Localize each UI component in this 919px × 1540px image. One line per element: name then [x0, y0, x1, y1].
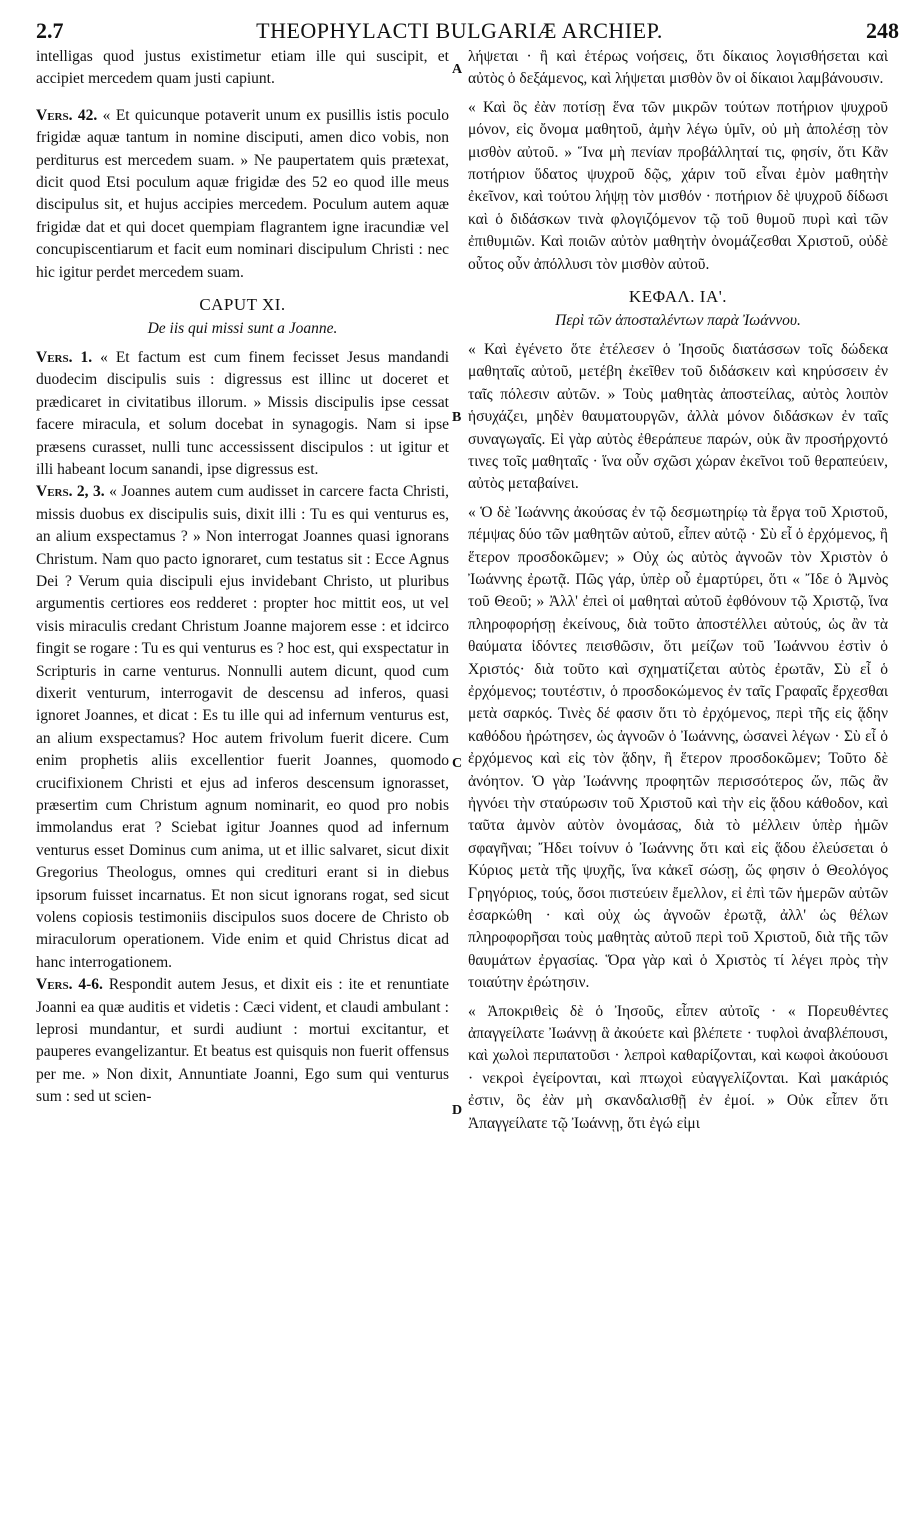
latin-verse-4-6 — [36, 974, 449, 1108]
margin-marker-b: B — [452, 410, 462, 425]
left-page-number: 2.7 — [36, 18, 64, 43]
verse-label: Vers. 42. — [36, 106, 98, 124]
latin-verse-2-3 — [36, 481, 449, 974]
chapter-heading: CAPUT XI. — [199, 295, 286, 315]
latin-paragraph: intelligas quod justus existimetur etiam ille qui suscipit, et accipiet mercedem quam justi capiunt. — [36, 48, 449, 88]
chapter-subtitle: De iis qui missi sunt a Joanne. — [147, 320, 338, 338]
verse-text: « Et factum est cum finem fecisset Jesus mandandi duodecim discipulis suis : digressus est illinc ut doceret et prædicaret in civitatibus illorum. » Missis discipulis ipse cessat facere miracula, et solum docebat in synagogis. Nam si ipse præsens curasset, nulli tunc accessissent discipulos : ut igitur et illi habeant locum sanandi, ipse digressus est. — [36, 348, 449, 478]
greek-paragraph: λήψεται · ἢ καὶ ἑτέρως νοήσεις, ὅτι δίκαιος λογισθήσεται καὶ αὐτὸς ὁ δεξάμενος, καὶ λήψεται μισθὸν ὃν οἱ δίκαιοι λαμβάνουσιν. — [468, 48, 888, 88]
verse-text: « Et quicunque potaverit unum ex pusillis istis poculo frigidæ aquæ tantum in nomine disciputi, amen dico vobis, non perditurus est mercedem suam. » Ne paupertatem quis prætexat, dicit quod Etsi poculum aquæ frigidæ des 52 eo quod ille meus discipulus sit, et hujus accipies mercedem. Poculum autem aquæ frigidæ dat et qui docet quempiam flagrantem igne iracundiæ vel concupiscentiarum et facit eum nominari discipulum Christi : nec hic igitur perdet mercedem suam. — [36, 106, 450, 281]
verse-label: Vers. 2, 3. — [36, 483, 105, 501]
verse-text: « Joannes autem cum audisset in carcere facta Christi, missis duobus ex discipulis suis, dixit illi : Tu es qui venturus es, an alium exspectamus ? » Non interrogat Joannes quasi ignorans Christum. Nam quo pacto ignoraret, cum testatus sit : Ecce Agnus Dei ? Verum quia discipuli ejus invidebant Christo, ut pluribus argumentis certiores eos redderet : propter hoc mittit eos, ut vel visis miraculis credant Christum Joanne majorem esse : et idcirco fingit se rogare : Tu es qui venturus es ? hoc est, qui exspectatur in Scripturis in carne venturus. Nonnulli autem dicunt, quod cum dixerit venturum, interrogavit de descensu ad inferos, quasi ignoret Joannes, et dicat : Es tu ille qui ad infernum venturus est, an alium exspectamus? Hoc autem frivolum fuerit dicere. Cum enim prophetis aliis excellentior fuerit Joannes, quomodo crucifixionem Christi et ejus ad inferos descensum ignorasset, præsertim cum Christum agnum nominarit, eo quod pro nobis immolandus erat ? Sciebat igitur Joannes quod ad infernum venturus esset Dominus cum anima, ut et illic salvaret, sicut dixit Gregorius Theologus, omnes qui credituri erant si in diebus ipsorum fuisset incarnatus. Et non sicut ignorans rogat, sed sicut volens copiosis testimoniis discipulos suos docere de Christo ob miraculorum operationem. Vide enim et quid Christus dicat ad hanc interrogationem. — [36, 483, 450, 971]
greek-paragraph: « Καὶ ὃς ἐὰν ποτίσῃ ἕνα τῶν μικρῶν τούτων ποτήριον ψυχροῦ μόνον, εἰς ὄνομα μαθητοῦ, ἀμὴν λέγω ὑμῖν, οὐ μὴ ἀπολέσῃ τὸν μισθὸν αὐτοῦ. » Ἵνα μὴ πενίαν προβάλληταί τις, φησίν, ὅτι Κἂν ποτήριον ὕδατος ψυχροῦ δῷς, χάριν τοῦ εἶναι ἐμὸν μαθητὴν ἐκεῖνον, καὶ τούτου λήψῃ τὸν μισθόν · ποτήριον δὲ ψυχροῦ δίδωσι καὶ ὁ διδάσκων τινὰ φλογιζόμενον τῷ τοῦ θυμοῦ πυρὶ καὶ τῶν ἐπιθυμιῶν. Καὶ ποιῶν αὐτὸν μαθητὴν ὀνομάζεσθαι Χριστοῦ, οὐδὲ οὗτος οὖν ἀπόλλυσι τὸν μισθὸν αὐτοῦ. — [468, 98, 888, 273]
greek-column — [468, 46, 888, 1135]
running-title: THEOPHYLACTI BULGARIÆ ARCHIEP. — [256, 18, 663, 43]
page-header — [0, 14, 919, 44]
verse-label: Vers. 1. — [36, 348, 93, 366]
margin-marker-c: C — [452, 756, 463, 771]
greek-chapter-subtitle: Περὶ τῶν ἀποσταλέντων παρὰ Ἰωάννου. — [555, 312, 801, 330]
margin-marker-a: A — [452, 62, 463, 77]
greek-chapter-heading: ΚΕΦΑΛ. ΙΑ'. — [628, 287, 728, 307]
greek-paragraph: « Ὁ δὲ Ἰωάννης ἀκούσας ἐν τῷ δεσμωτηρίῳ τὰ ἔργα τοῦ Χριστοῦ, πέμψας δύο τῶν μαθητῶν αὐτοῦ, εἶπεν αὐτῷ · Σὺ εἶ ὁ ἐρχόμενος, ἢ ἕτερον προσδοκῶμεν; » Οὐχ ὡς αὐτὸς ἀγνοῶν τὸν Χριστὸν ὁ Ἰωάννης ἐρωτᾷ. Πῶς γάρ, ὑπὲρ οὗ ἐμαρτύρει, ὅτι « Ἴδε ὁ Ἀμνὸς τοῦ Θεοῦ; » Ἀλλ' ἐπεὶ οἱ μαθηταὶ αὐτοῦ ἐφθόνουν τῷ Χριστῷ, ἵνα πληροφορήσῃ ἐκείνους, διὰ τοῦτο ἀποστέλλει αὐτούς, ὡς ἂν τὰ θαύματα ἰδόντες πεισθῶσιν, ὅτι μείζων τοῦ Ἰωάννου ἐστὶν ὁ Χριστός· διὰ τοῦτο καὶ σχηματίζεται αὐτὸς ἐρωτᾶν, Σὺ εἶ ὁ ἐρχόμενος; τουτέστιν, ὁ προσδοκώμενος ἐν ταῖς Γραφαῖς ἔρχεσθαι μετὰ σαρκός. Τινὲς δέ φασιν ὅτι τὸ ἐρχόμενος, περὶ τῆς εἰς ᾅδην καθόδου ἠρώτησεν, ὡς ἀγνοῶν ὁ Ἰωάννης, ὡσανεὶ λέγων · Σὺ εἶ ὁ ἐρχόμενος καὶ εἰς τὸν ᾅδην, ἢ ἕτερον προσδοκῶμεν; Τοῦτο δὲ ἀνόητον. Ὁ γὰρ Ἰωάννης προφητῶν περισσότερος ὤν, πῶς ἂν ἠγνόει τὴν σταύρωσιν τοῦ Χριστοῦ καὶ τὴν εἰς ᾅδου κάθοδον, καὶ ταῦτα ἀμνὸν αὐτὸν ὀνομάσας, διὰ τὸ μέλλειν ὑπὲρ ἡμῶν σφαγῆναι; Ἤδει τοίνυν ὁ Ἰωάννης ὅτι καὶ εἰς ᾅδου ἐλεύσεται ὁ Κύριος μετὰ τῆς ψυχῆς, ἵνα κἀκεῖ σώσῃ, ὥς φησιν ὁ Θεολόγος Γρηγόριος, τούς, ὅσοι πιστεύειν ἔμελλον, εἰ ἐπὶ τῶν ἡμερῶν αὐτῶν ἐσαρκώθη · καὶ οὐχ ὡς ἀγνοῶν ἐρωτᾷ, ἀλλ' ὡς θέλων πληροφορῆσαι τοὺς μαθητὰς αὐτοῦ περὶ τοῦ Χριστοῦ, διὰ τῆς τῶν θαυμάτων ἐργασίας. Ὅρα γὰρ καὶ ὁ Χριστὸς τί λέγει πρὸς τὴν τοιαύτην ἐρώτησιν. — [468, 503, 888, 992]
latin-column — [36, 46, 449, 1109]
margin-marker-d: D — [452, 1103, 463, 1118]
right-page-number: 248 — [866, 18, 899, 43]
latin-verse-42 — [36, 105, 449, 284]
greek-paragraph: « Ἀποκριθεὶς δὲ ὁ Ἰησοῦς, εἶπεν αὐτοῖς · « Πορευθέντες ἀπαγγείλατε Ἰωάννῃ ἃ ἀκούετε καὶ βλέπετε · τυφλοὶ ἀναβλέπουσι, καὶ χωλοὶ περιπατοῦσι · λεπροὶ καθαρίζονται, καὶ κωφοὶ ἀκούουσι · νεκροὶ ἐγείρονται, καὶ πτωχοὶ εὐαγγελίζονται. Καὶ μακάριός ἐστιν, ὃς ἐὰν μὴ σκανδαλισθῇ ἐν ἐμοί. » Οὐκ εἶπεν ὅτι Ἀπαγγείλατε τῷ Ἰωάννῃ, ὅτι ἐγώ εἰμι — [468, 1002, 888, 1132]
verse-label: Vers. 4-6. — [36, 976, 103, 994]
greek-paragraph: « Καὶ ἐγένετο ὅτε ἐτέλεσεν ὁ Ἰησοῦς διατάσσων τοῖς δώδεκα μαθηταῖς αὐτοῦ, μετέβη ἐκεῖθεν τοῦ διδάσκειν καὶ κηρύσσειν ἐν ταῖς πόλεσιν αὐτῶν. » Τοὺς μαθητὰς ἀποστείλας, αὐτὸς λοιπὸν ἡσυχάζει, μηδὲν θαυματουργῶν, ἀλλὰ μόνον διδάσκων ἐν ταῖς συναγωγαῖς. Εἰ γὰρ αὐτὸς ἐθεράπευε παρών, οὐκ ἂν προσήρχοντό τινες τοῖς μαθηταῖς · ἵνα οὖν σχῶσι χώραν ἐκεῖνοι τοῦ θεραπεύειν, αὐτὸς μεταβαίνει. — [468, 340, 888, 493]
latin-verse-1 — [36, 347, 449, 481]
verse-text: Respondit autem Jesus, et dixit eis : ite et renuntiate Joanni ea quæ auditis et videtis : Cæci vident, et claudi ambulant : leprosi mundantur, et surdi audiunt : mortui excitantur, et pauperes evangelizantur. Et beatus est quisquis non fuerit offensus per me. » Non dixit, Annuntiate Joanni, Ego sum qui venturus sum : sed ut scien- — [36, 976, 449, 1106]
